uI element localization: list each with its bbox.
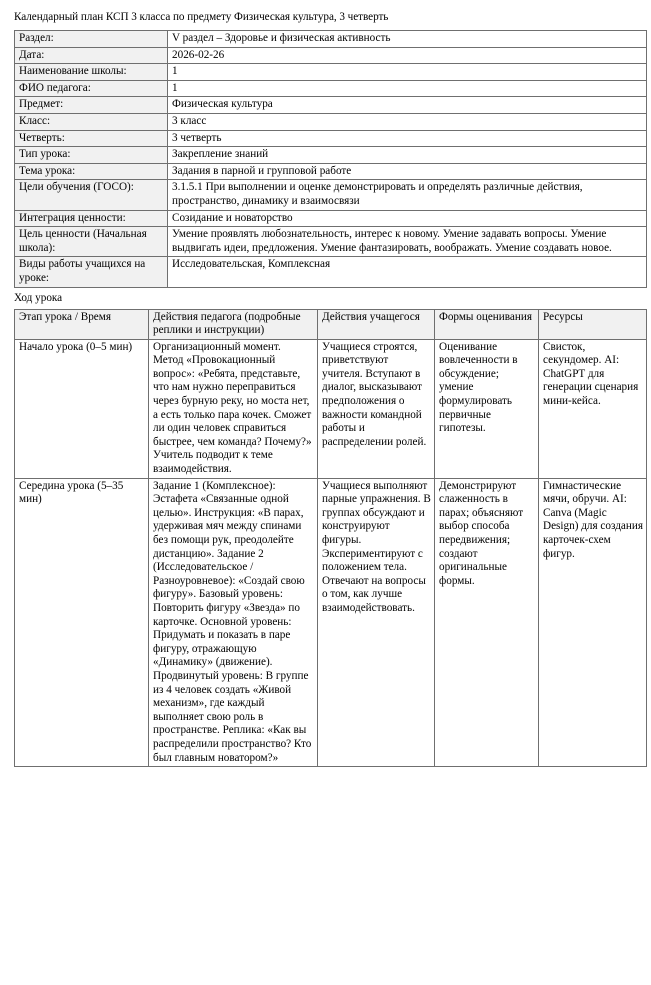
cell-assessment: Оценивание вовлеченности в обсуждение; умение формулировать первичные гипотезы. [435,339,539,478]
cell-student-actions: Учащиеся строятся, приветствуют учителя. Вступают в диалог, высказывают предположения о важности командной работы и распределении ролей. [318,339,435,478]
page-title: Календарный план КСП 3 класса по предмету Физическая культура, 3 четверть [14,11,389,23]
table-row [15,257,647,287]
info-row-value: 3 четверть [168,130,647,147]
column-header-stage: Этап урока / Время [15,309,149,339]
info-row-value: Умение проявлять любознательность, интерес к новому. Умение задавать вопросы. Умение выдвигать идеи, предложения. Умение фантазировать, воображать. Умение создавать новое. [168,227,647,257]
info-row-value: 1 [168,80,647,97]
info-row-label: Дата: [15,47,168,64]
lesson-info-body [15,31,647,288]
cell-teacher-actions: Задание 1 (Комплексное): Эстафета «Связанные одной целью». Инструкция: «В парах, удерживая мяч между спинами без помощи рук, преодолейте дистанцию». Задание 2 (Исследовательское / Разноуровневое): «Создай свою фигуру». Базовый уровень: Повторить фигуру «Звезда» по карточке. Основной уровень: Придумать и показать в паре фигуру, отражающую «Динамику» (движение). Продвинутый уровень: В группе из 4 человек создать «Живой механизм», где каждый выполняет свою роль в пространстве. Реплика: «Как вы распределили пространство? Кто был главным новатором?» [149,478,318,766]
table-row [15,80,647,97]
table-row [15,339,647,478]
column-header-student-actions: Действия учащегося [318,309,435,339]
info-row-label: Предмет: [15,97,168,114]
table-row [15,227,647,257]
info-row-value: Физическая культура [168,97,647,114]
info-row-label: Цели обучения (ГОСО): [15,180,168,210]
table-row [15,210,647,227]
info-row-label: ФИО педагога: [15,80,168,97]
info-row-label: Раздел: [15,31,168,48]
column-header-resources: Ресурсы [539,309,647,339]
info-row-label: Тема урока: [15,163,168,180]
info-row-label: Тип урока: [15,147,168,164]
info-row-value: 1 [168,64,647,81]
info-row-label: Виды работы учащихся на уроке: [15,257,168,287]
column-header-assessment: Формы оценивания [435,309,539,339]
info-row-label: Цель ценности (Начальная школа): [15,227,168,257]
table-row [15,147,647,164]
cell-teacher-actions: Организационный момент. Метод «Провокационный вопрос»: «Ребята, представьте, что нам нужно переправиться через бурную реку, но моста нет, а есть только пара кочек. Сможет ли один человек справиться быстрее, чем команда? Почему?» Учитель подводит к теме взаимодействия. [149,339,318,478]
section-caption-lesson-flow: Ход урока [14,291,63,304]
cell-resources: Гимнастические мячи, обручи. AI: Canva (Magic Design) для создания карточек-схем фигур. [539,478,647,766]
table-row [15,478,647,766]
info-row-value: 3.1.5.1 При выполнении и оценке демонстрировать и определять различные действия, пространство, динамику и взаимосвязи [168,180,647,210]
info-row-value: 3 класс [168,113,647,130]
lesson-flow-header [15,309,647,339]
table-row [15,130,647,147]
table-row [15,113,647,130]
cell-assessment: Демонстрируют слаженность в парах; объясняют выбор способа передвижения; создают оригинальные формы. [435,478,539,766]
info-row-value: V раздел – Здоровье и физическая активность [168,31,647,48]
info-row-label: Наименование школы: [15,64,168,81]
info-row-label: Интеграция ценности: [15,210,168,227]
info-row-value: Исследовательская, Комплексная [168,257,647,287]
info-row-value: Созидание и новаторство [168,210,647,227]
info-row-label: Четверть: [15,130,168,147]
table-header-row [15,309,647,339]
table-row [15,97,647,114]
cell-stage: Начало урока (0–5 мин) [15,339,149,478]
table-row [15,31,647,48]
table-row [15,47,647,64]
info-row-value: 2026-02-26 [168,47,647,64]
lesson-flow-table [14,309,647,768]
table-row [15,180,647,210]
cell-resources: Свисток, секундомер. AI: ChatGPT для генерации сценария мини-кейса. [539,339,647,478]
cell-student-actions: Учащиеся выполняют парные упражнения. В группах обсуждают и конструируют фигуры. Экспериментируют с положением тела. Отвечают на вопросы о том, как лучше взаимодействовать. [318,478,435,766]
table-row [15,64,647,81]
info-row-label: Класс: [15,113,168,130]
lesson-info-table [14,30,647,288]
info-row-value: Задания в парной и групповой работе [168,163,647,180]
column-header-teacher-actions: Действия педагога (подробные реплики и инструкции) [149,309,318,339]
info-row-value: Закрепление знаний [168,147,647,164]
table-row [15,163,647,180]
cell-stage: Середина урока (5–35 мин) [15,478,149,766]
lesson-flow-body [15,339,647,766]
